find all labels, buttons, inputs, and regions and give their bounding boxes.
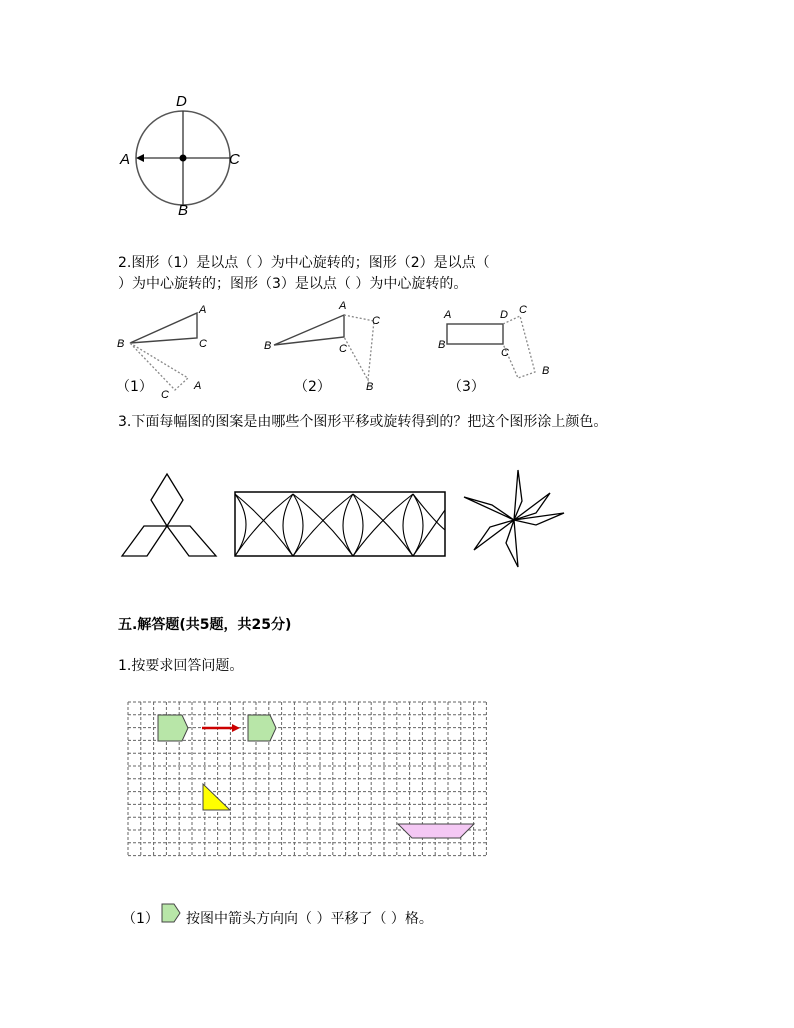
q2-line2: ）为中心旋转的；图形（3）是以点（ ）为中心旋转的。 <box>118 276 468 292</box>
circle-diagram <box>110 88 250 223</box>
fig2-caption: （2） <box>294 379 331 395</box>
svg-text:C: C <box>339 343 347 355</box>
q3-text: 3.下面每幅图的图案是由哪些个图形平移或旋转得到的？把这个图形涂上颜色。 <box>118 414 608 430</box>
label-c: C <box>229 151 240 168</box>
svg-text:A: A <box>339 300 347 312</box>
svg-text:B: B <box>117 338 125 350</box>
section-title: 五.解答题(共5题，共25分) <box>118 617 292 633</box>
svg-text:B: B <box>438 339 446 351</box>
fig3-caption: （3） <box>448 379 485 395</box>
svg-text:A: A <box>444 309 452 321</box>
svg-text:B: B <box>542 365 550 377</box>
svg-text:A: A <box>194 380 202 392</box>
svg-text:B: B <box>264 340 272 352</box>
sub1-text: 按图中箭头方向向（ ）平移了（ ）格。 <box>186 911 433 927</box>
pattern-leaves <box>233 490 447 560</box>
label-d: D <box>176 93 187 110</box>
green-pentagon-original <box>158 715 188 741</box>
translation-grid <box>120 694 498 862</box>
green-pentagon-icon <box>160 902 184 924</box>
yellow-triangle <box>203 784 230 810</box>
q5-1-text: 1.按要求回答问题。 <box>118 658 244 674</box>
fig1-caption: （1） <box>116 379 153 395</box>
svg-text:C: C <box>199 338 207 350</box>
pink-trapezoid <box>398 824 474 838</box>
svg-text:C: C <box>519 304 527 316</box>
svg-text:C: C <box>161 389 169 398</box>
green-pentagon-moved <box>248 715 276 741</box>
svg-text:C: C <box>372 315 380 327</box>
pattern-pinwheel <box>462 465 568 571</box>
sub1-prefix: （1） <box>122 911 159 927</box>
label-a: A <box>120 151 131 168</box>
svg-text:C: C <box>501 347 509 359</box>
pattern-rhombus <box>118 470 222 560</box>
rotation-figure-3 <box>437 300 567 385</box>
label-b: B <box>178 202 189 219</box>
svg-text:D: D <box>500 309 508 321</box>
svg-text:B: B <box>366 381 374 393</box>
svg-text:A: A <box>199 304 207 316</box>
q2-line1: 2.图形（1）是以点（ ）为中心旋转的；图形（2）是以点（ <box>118 255 490 271</box>
